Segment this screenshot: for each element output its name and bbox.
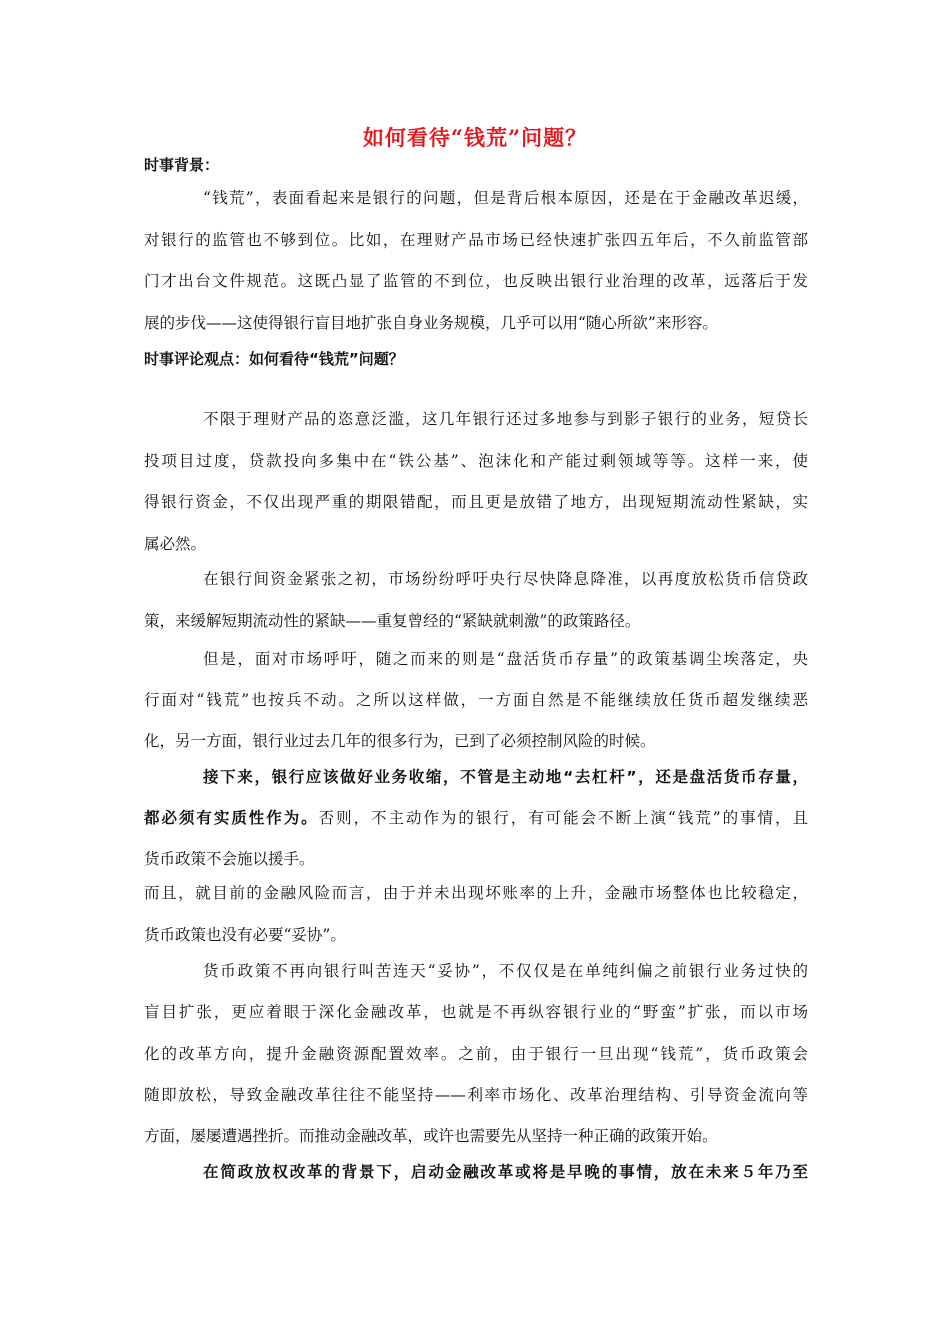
paragraph-line: 货币政策不再向银行叫苦连天“妥协”，不仅仅是在单纯纠偏之前银行业务过快的: [203, 962, 808, 980]
document-title: 如何看待“钱荒”问题？: [362, 125, 588, 150]
paragraph-line: [144, 808, 808, 828]
paragraph-line: 门才出台文件规范。这既凸显了监管的不到位，也反映出银行业治理的改革，远落后于发: [144, 272, 808, 290]
paragraph-line: 盲目扩张，更应着眼于深化金融改革，也就是不再纵容银行业的“野蛮”扩张，而以市场: [144, 1003, 808, 1021]
paragraph-line: 随即放松，导致金融改革往往不能坚持——利率市场化、改革治理结构、引导资金流向等: [144, 1086, 808, 1104]
paragraph-line: 但是，面对市场呼吁，随之而来的则是“盘活货币存量”的政策基调尘埃落定，央: [203, 650, 808, 668]
opinion-heading: 时事评论观点：如何看待“钱荒”问题？: [144, 350, 404, 368]
paragraph-line: 货币政策也没有必要“妥协”。: [144, 926, 346, 944]
paragraph-line: 策，来缓解短期流动性的紧缺——重复曾经的“紧缺就刺激”的政策路径。: [144, 612, 641, 630]
paragraph-line: 而且，就目前的金融风险而言，由于并未出现坏账率的上升，金融市场整体也比较稳定，: [144, 884, 808, 902]
paragraph-line: 化，另一方面，银行业过去几年的很多行为，已到了必须控制风险的时候。: [144, 732, 656, 750]
paragraph-line: 展的步伐——这使得银行盲目地扩张自身业务规模，几乎可以用“随心所欲”来形容。: [144, 314, 718, 332]
paragraph-line: 对银行的监管也不够到位。比如，在理财产品市场已经快速扩张四五年后，不久前监管部: [144, 231, 808, 249]
paragraph-line: 属必然。: [144, 535, 207, 553]
paragraph-line: 货币政策不会施以援手。: [144, 850, 315, 868]
line-text: 否则，不主动作为的银行，有可能会不断上演“钱荒”的事情，且: [318, 809, 808, 827]
paragraph-line: 投项目过度，贷款投向多集中在“铁公基”、泡沫化和产能过剩领域等等。这样一来，使: [144, 452, 808, 470]
paragraph-line: 得银行资金，不仅出现严重的期限错配，而且更是放错了地方，出现短期流动性紧缺，实: [144, 493, 808, 511]
bold-paragraph-line: 接下来，银行应该做好业务收缩，不管是主动地“去杠杆”，还是盘活货币存量，: [203, 768, 808, 786]
paragraph-line: 在银行间资金紧张之初，市场纷纷呼吁央行尽快降息降准，以再度放松货币信贷政: [203, 570, 808, 588]
paragraph-line: 行面对“钱荒”也按兵不动。之所以这样做，一方面自然是不能继续放任货币超发继续恶: [144, 691, 808, 709]
paragraph-line: 方面，屡屡遭遇挫折。而推动金融改革，或许也需要先从坚持一种正确的政策开始。: [144, 1127, 718, 1145]
bold-phrase: 都必须有实质性作为。: [144, 809, 319, 827]
background-heading: 时事背景：: [144, 156, 220, 174]
paragraph-line: 不限于理财产品的恣意泛滥，这几年银行还过多地参与到影子银行的业务，短贷长: [203, 410, 808, 428]
paragraph-line: “钱荒”，表面看起来是银行的问题，但是背后根本原因，还是在于金融改革迟缓，: [203, 189, 808, 207]
bold-paragraph-line: 在简政放权改革的背景下，启动金融改革或将是早晚的事情，放在未来５年乃至: [203, 1163, 808, 1181]
paragraph-line: 化的改革方向，提升金融资源配置效率。之前，由于银行一旦出现“钱荒”，货币政策会: [144, 1045, 808, 1063]
